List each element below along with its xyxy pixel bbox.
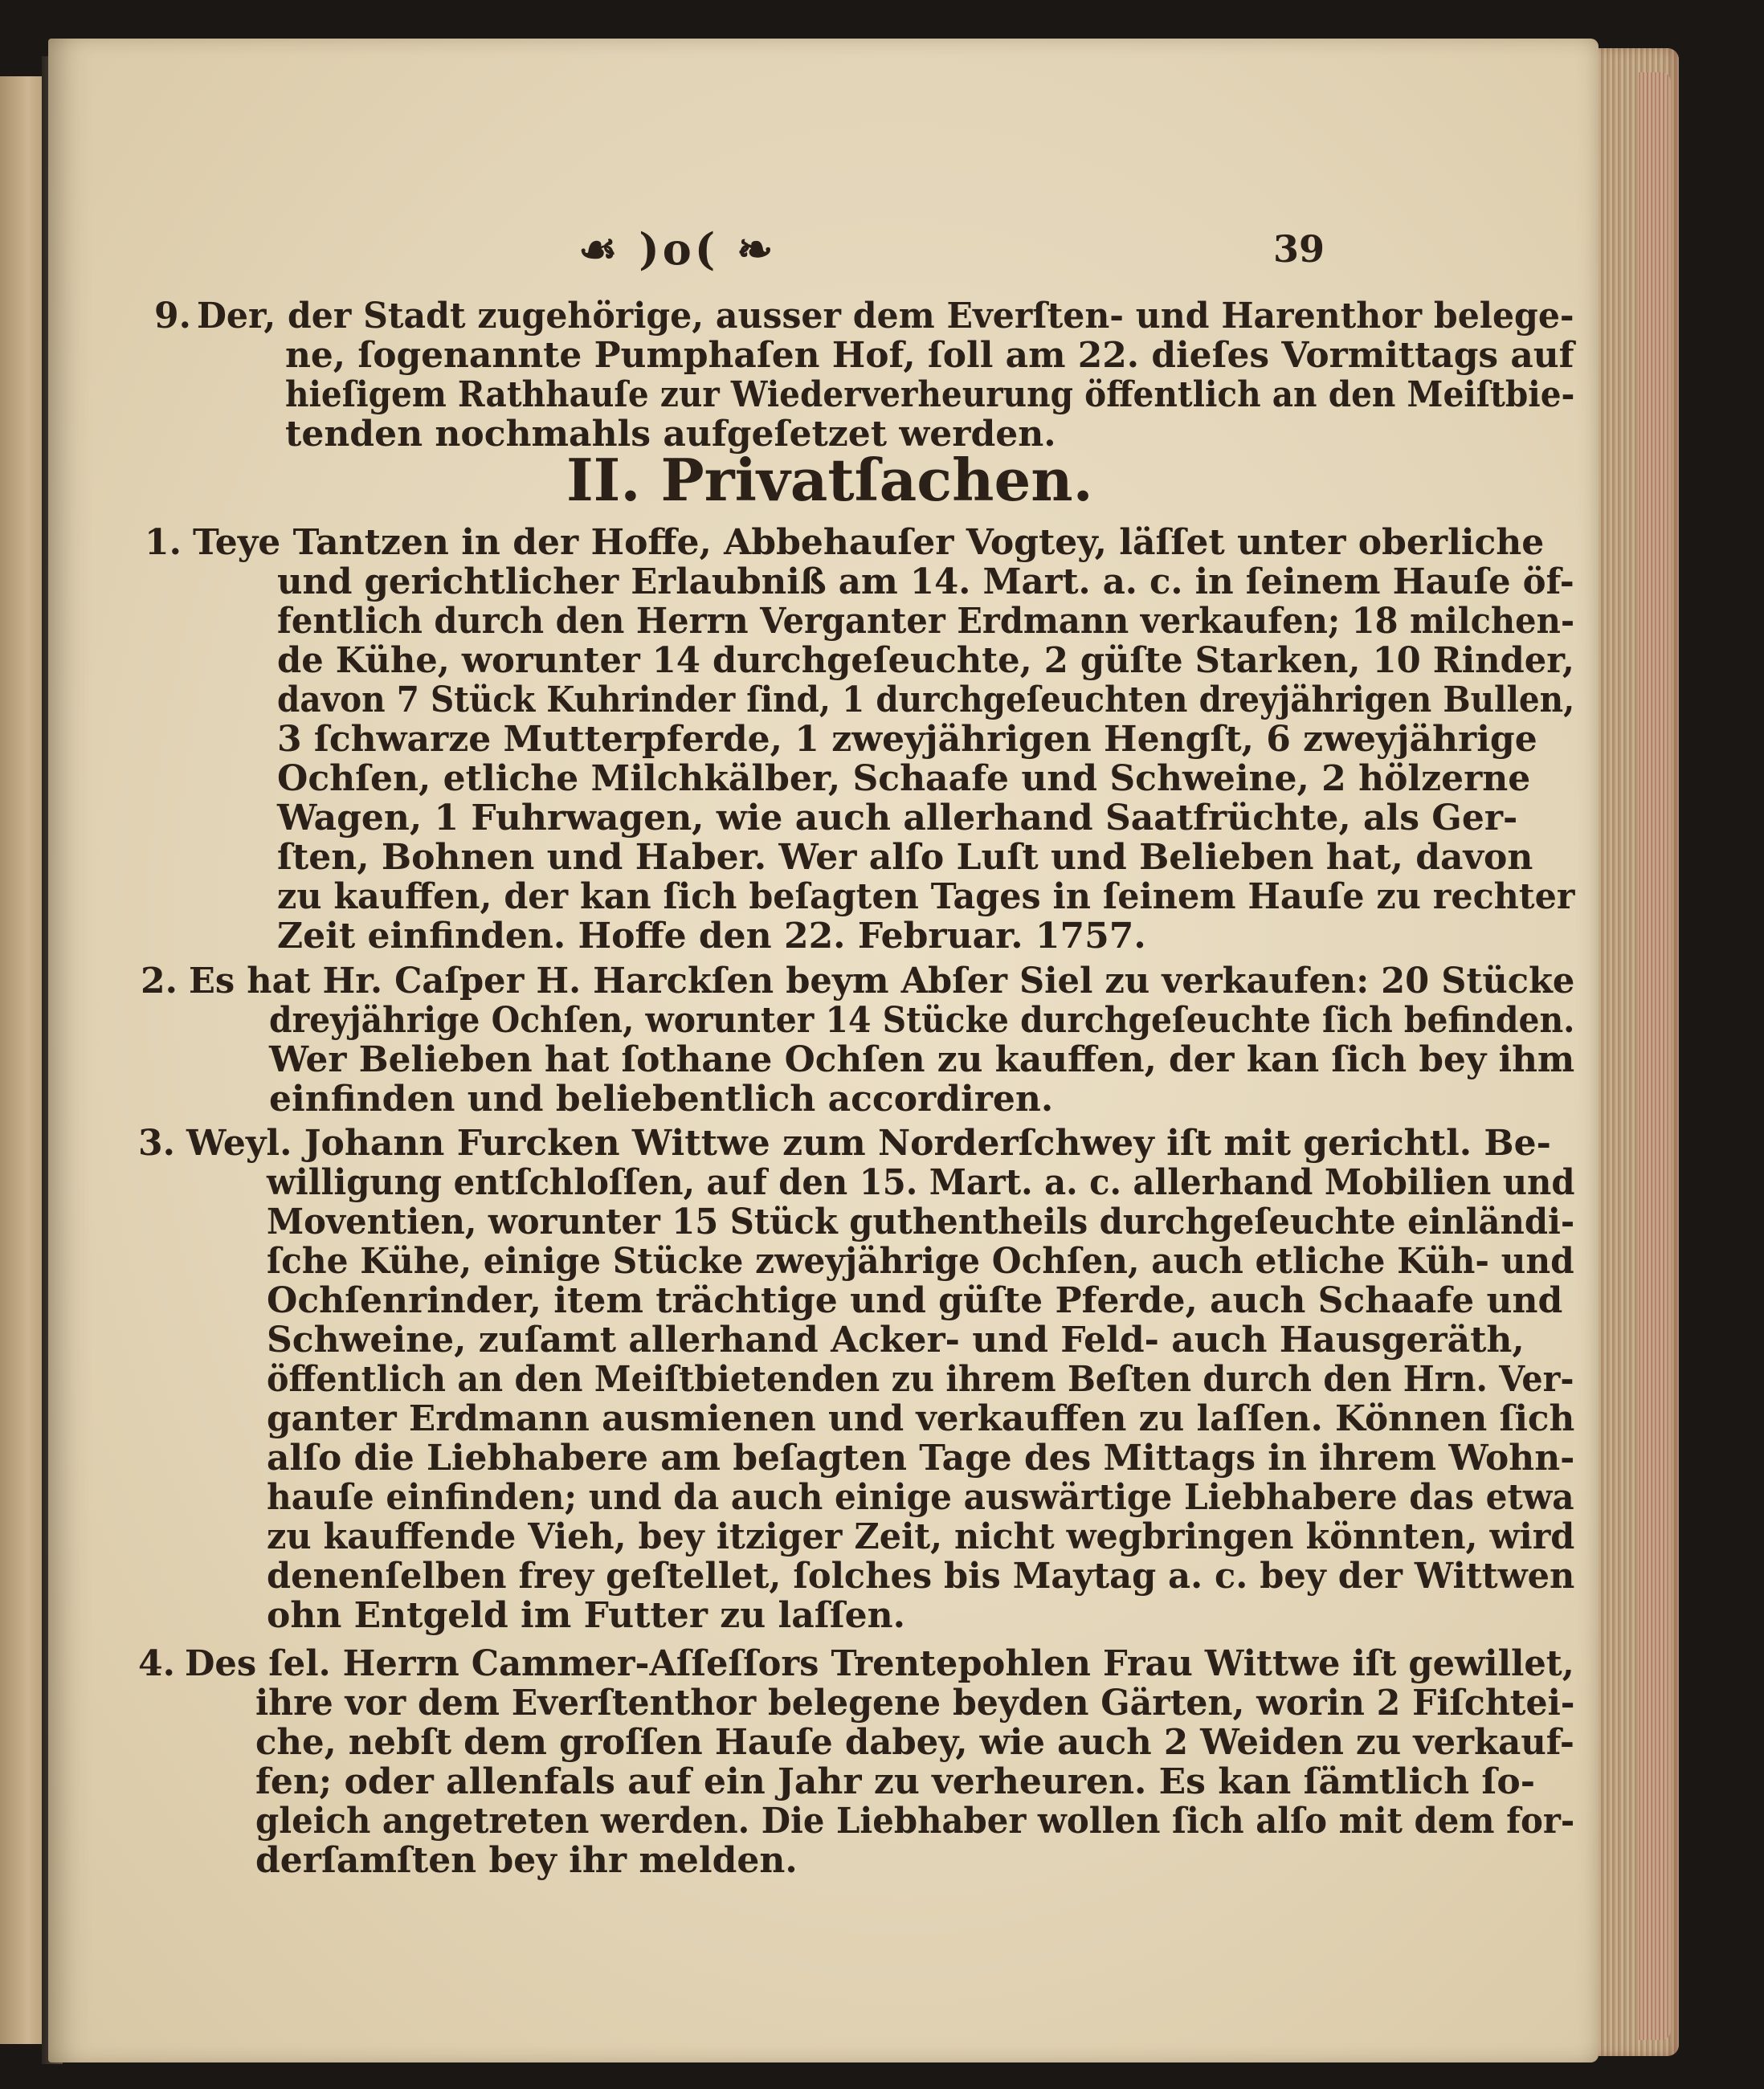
page-number: 39 — [1273, 227, 1325, 271]
text-line: tenden nochmahls aufgeſetzet werden. — [285, 414, 1056, 455]
text-line: hauſe einfinden; und da auch einige auswärtige Liebhabere das etwa — [267, 1477, 1574, 1518]
text-line: Schweine, zuſamt allerhand Acker- und Feld- auch Hausgeräth, — [267, 1320, 1525, 1361]
text-line: Es hat Hr. Caſper H. Harckſen beym Abſer Siel zu verkaufen: 20 Stücke — [189, 961, 1575, 1002]
text-line: ſten, Bohnen und Haber. Wer alſo Luſt und Belieben hat, davon — [277, 837, 1533, 878]
text-line: ihre vor dem Everſtenthor belegene beyden Gärten, worin 2 Fiſchtei- — [255, 1683, 1575, 1724]
text-line: de Kühe, worunter 14 durchgeſeuchte, 2 güſte Starken, 10 Rinder, — [277, 640, 1574, 681]
text-line: denenſelben frey geſtellet, ſolches bis Maytag a. c. bey der Wittwen — [267, 1556, 1575, 1597]
text-line: che, nebſt dem groſſen Hauſe dabey, wie auch 2 Weiden zu verkauf- — [255, 1722, 1574, 1763]
text-line: Wer Belieben hat ſothane Ochſen zu kauffen, der kan ſich bey ihm — [269, 1039, 1575, 1080]
text-line: derſamſten bey ihr melden. — [255, 1840, 798, 1881]
text-line: Teye Tantzen in der Hoffe, Abbehauſer Vogtey, läſſet unter oberliche — [193, 522, 1545, 563]
text-line: willigung entſchloſſen, auf den 15. Mart. a. c. allerhand Mobilien und — [267, 1162, 1575, 1203]
text-line: Wagen, 1 Fuhrwagen, wie auch allerhand Saatfrüchte, als Ger- — [277, 798, 1518, 838]
item-number: 3. — [138, 1123, 175, 1164]
left-page-edge — [0, 76, 47, 2044]
text-line: gleich angetreten werden. Die Liebhaber wollen ſich alſo mit dem for- — [255, 1801, 1575, 1842]
text-line: alſo die Liebhabere am beſagten Tage des Mittags in ihrem Wohn- — [267, 1438, 1575, 1479]
text-line: 3 ſchwarze Mutterpferde, 1 zweyjährigen Hengſt, 6 zweyjährige — [277, 719, 1537, 760]
text-line: davon 7 Stück Kuhrinder ſind, 1 durchgeſeuchten dreyjährigen Bullen, — [277, 679, 1575, 720]
text-line: einfinden und beliebentlich accordiren. — [269, 1079, 1054, 1120]
text-line: fen; oder allenfals auf ein Jahr zu verheuren. Es kan ſämtlich ſo- — [255, 1761, 1535, 1802]
text-line: zu kauffen, der kan ſich beſagten Tages in ſeinem Hauſe zu rechter — [277, 876, 1575, 917]
item-number: 2. — [141, 961, 178, 1002]
page-edges-red — [1639, 72, 1671, 2040]
header-ornament: ☙ )o( ❧ — [578, 223, 777, 275]
text-line: fentlich durch den Herrn Verganter Erdmann verkaufen; 18 milchen- — [277, 601, 1575, 642]
text-line: Moventien, worunter 15 Stück guthentheils durchgeſeuchte einländi- — [267, 1202, 1575, 1242]
text-line: ganter Erdmann ausmienen und verkauffen zu laſſen. Können ſich — [267, 1398, 1575, 1439]
text-line: Ochſen, etliche Milchkälber, Schaafe und Schweine, 2 hölzerne — [277, 758, 1531, 799]
text-line: Ochſenrinder, item trächtige und güſte Pferde, auch Schaafe und — [267, 1280, 1563, 1321]
text-line: ſche Kühe, einige Stücke zweyjährige Ochſen, auch etliche Küh- und — [267, 1241, 1574, 1282]
text-line: Weyl. Johann Furcken Wittwe zum Norderſchwey iſt mit gerichtl. Be- — [186, 1123, 1551, 1164]
text-line: Des ſel. Herrn Cammer-Aſſeſſors Trentepohlen Frau Wittwe iſt gewillet, — [185, 1643, 1574, 1684]
text-line: hieſigem Rathhauſe zur Wiederverheurung öffentlich an den Meiſtbie- — [285, 374, 1575, 415]
text-line: ohn Entgeld im Futter zu laſſen. — [267, 1595, 905, 1636]
text-line: dreyjährige Ochſen, worunter 14 Stücke durchgeſeuchte ſich befinden. — [269, 1000, 1575, 1041]
text-line: ne, ſogenannte Pumphaſen Hof, ſoll am 22. dieſes Vormittags auf — [285, 335, 1574, 376]
text-line: öffentlich an den Meiſtbietenden zu ihrem Beſten durch den Hrn. Ver- — [267, 1359, 1574, 1400]
text-line: Der, der Stadt zugehörige, ausser dem Everſten- und Harenthor belege- — [197, 296, 1574, 337]
text-line: zu kauffende Vieh, bey itziger Zeit, nicht wegbringen könnten, wird — [267, 1516, 1575, 1557]
text-line: Zeit einfinden. Hoffe den 22. Februar. 1757. — [277, 916, 1146, 957]
section-heading: II. Privatſachen. — [566, 446, 1093, 514]
text-line: und gerichtlicher Erlaubniß am 14. Mart. a. c. in ſeinem Hauſe öf- — [277, 561, 1574, 602]
item-number: 1. — [145, 522, 182, 563]
item-number: 9. — [154, 296, 191, 337]
item-number: 4. — [138, 1643, 175, 1684]
